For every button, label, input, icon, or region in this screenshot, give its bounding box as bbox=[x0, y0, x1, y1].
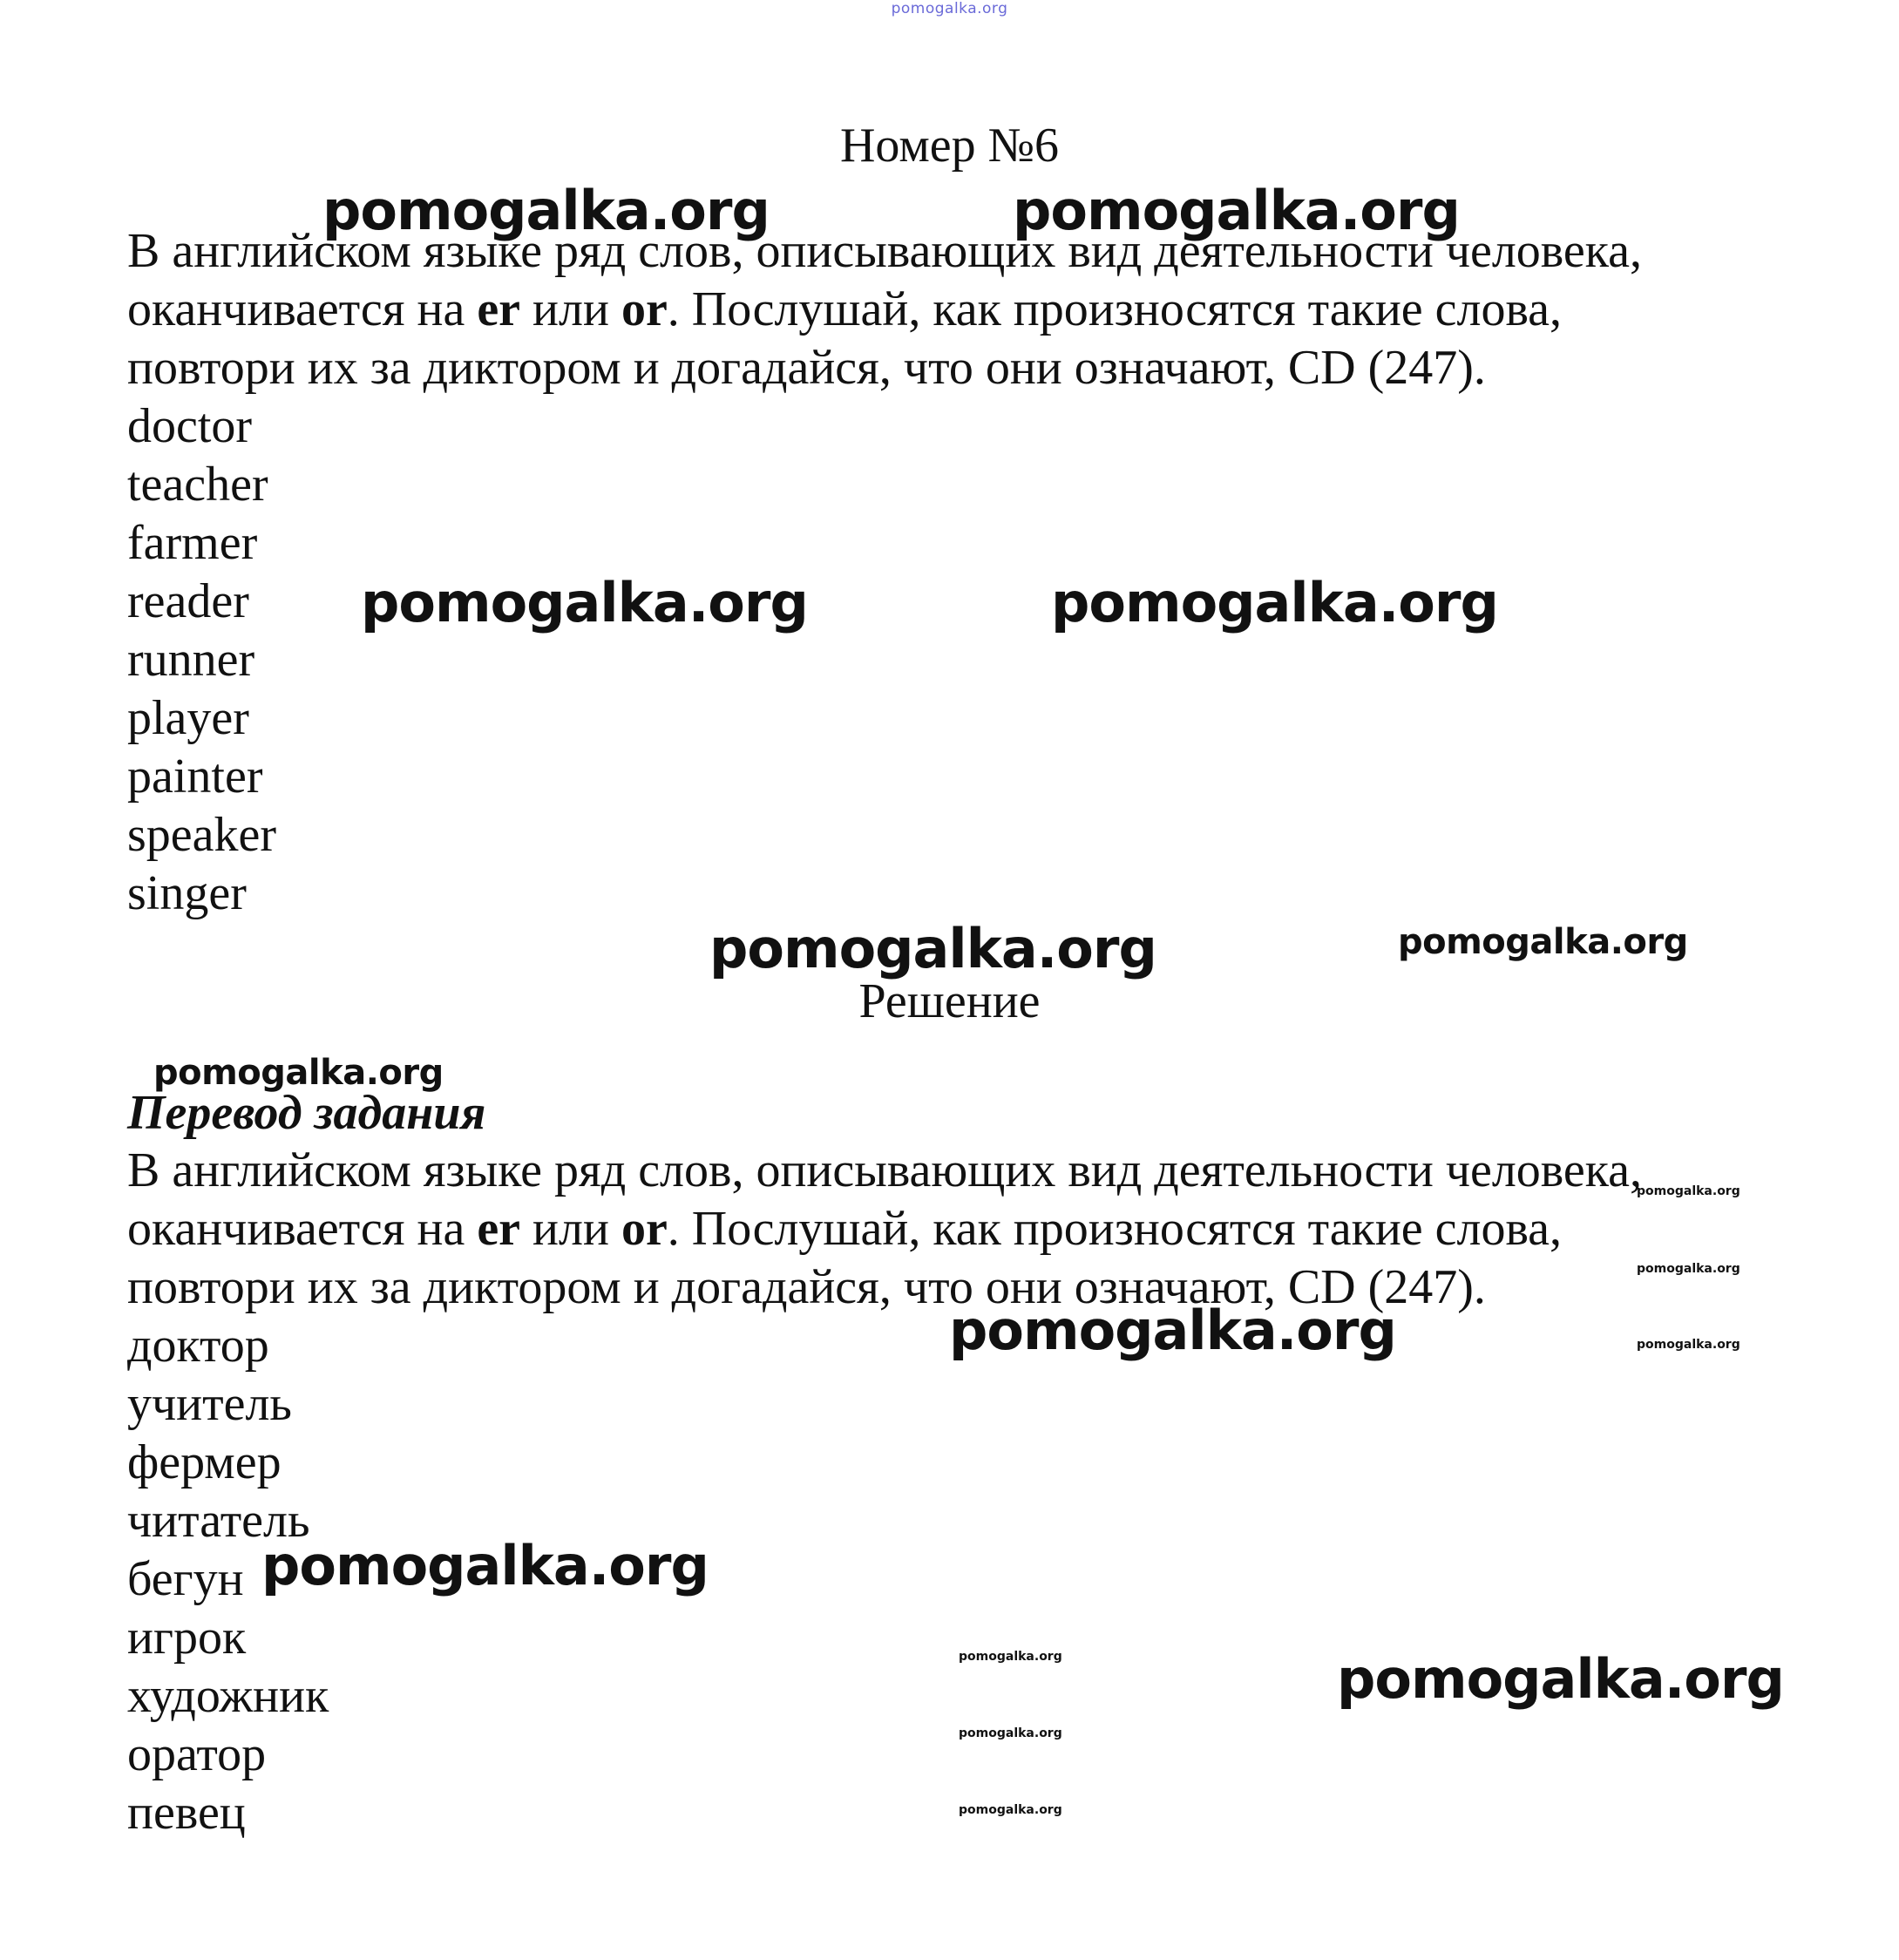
list-item: певец bbox=[127, 1786, 246, 1840]
list-item: singer bbox=[127, 866, 247, 920]
list-item: runner bbox=[127, 633, 255, 687]
watermark: pomogalka.org bbox=[1013, 179, 1460, 242]
list-item: farmer bbox=[127, 516, 258, 570]
task-paragraph bbox=[127, 222, 1783, 397]
page-title: Номер №6 bbox=[839, 119, 1060, 173]
task-line-2-end: . Послушай, как произносятся такие слова, bbox=[667, 282, 1563, 336]
list-item: читатель bbox=[127, 1494, 310, 1548]
translation-line-2-start: оканчивается на bbox=[127, 1202, 478, 1256]
list-item: speaker bbox=[127, 808, 277, 862]
suffix-er: er bbox=[477, 282, 521, 336]
list-item: player bbox=[127, 691, 249, 745]
translation-line-2-end: . Послушай, как произносятся такие слова, bbox=[667, 1202, 1563, 1256]
watermark: pomogalka.org bbox=[709, 917, 1156, 980]
task-line-2-start: оканчивается на bbox=[127, 282, 478, 336]
top-watermark: pomogalka.org bbox=[891, 0, 1008, 17]
watermark: pomogalka.org bbox=[322, 179, 770, 242]
watermark: pomogalka.org bbox=[361, 571, 808, 634]
english-word-list bbox=[127, 397, 276, 923]
list-item: художник bbox=[127, 1669, 329, 1723]
list-item: учитель bbox=[127, 1377, 292, 1431]
watermark: pomogalka.org bbox=[1398, 922, 1688, 962]
suffix-or: or bbox=[621, 1202, 668, 1256]
list-item: reader bbox=[127, 574, 249, 628]
list-item: doctor bbox=[127, 399, 253, 453]
translation-line-1: В английском языке ряд слов, описывающих вид деятельности человека, bbox=[127, 1143, 1642, 1197]
watermark: pomogalka.org bbox=[1051, 571, 1498, 634]
translation-heading: Перевод задания bbox=[127, 1086, 486, 1140]
translation-line-3: повтори их за диктором и догадайся, что они означают, CD (247). bbox=[127, 1260, 1486, 1314]
watermark: pomogalka.org bbox=[959, 1726, 1062, 1740]
list-item: фермер bbox=[127, 1435, 281, 1489]
translation-paragraph bbox=[127, 1142, 1783, 1317]
list-item: доктор bbox=[127, 1319, 269, 1373]
watermark: pomogalka.org bbox=[261, 1534, 709, 1597]
list-item: painter bbox=[127, 749, 263, 804]
watermark: pomogalka.org bbox=[949, 1299, 1396, 1362]
task-line-3: повтори их за диктором и догадайся, что они означают, CD (247). bbox=[127, 341, 1486, 395]
watermark: pomogalka.org bbox=[153, 1053, 444, 1093]
list-item: teacher bbox=[127, 458, 268, 512]
task-line-1: В английском языке ряд слов, описывающих вид деятельности человека, bbox=[127, 224, 1642, 278]
watermark: pomogalka.org bbox=[959, 1803, 1062, 1817]
watermark: pomogalka.org bbox=[1637, 1262, 1740, 1276]
list-item: оратор bbox=[127, 1727, 267, 1781]
watermark: pomogalka.org bbox=[1637, 1338, 1740, 1352]
conjunction-or: или bbox=[520, 1202, 621, 1256]
list-item: бегун bbox=[127, 1552, 244, 1606]
conjunction-or: или bbox=[520, 282, 621, 336]
suffix-or: or bbox=[621, 282, 668, 336]
watermark: pomogalka.org bbox=[959, 1650, 1062, 1664]
solution-title: Решение bbox=[858, 974, 1041, 1028]
list-item: игрок bbox=[127, 1611, 247, 1665]
watermark: pomogalka.org bbox=[1637, 1184, 1740, 1198]
suffix-er: er bbox=[477, 1202, 521, 1256]
watermark: pomogalka.org bbox=[1337, 1647, 1784, 1711]
